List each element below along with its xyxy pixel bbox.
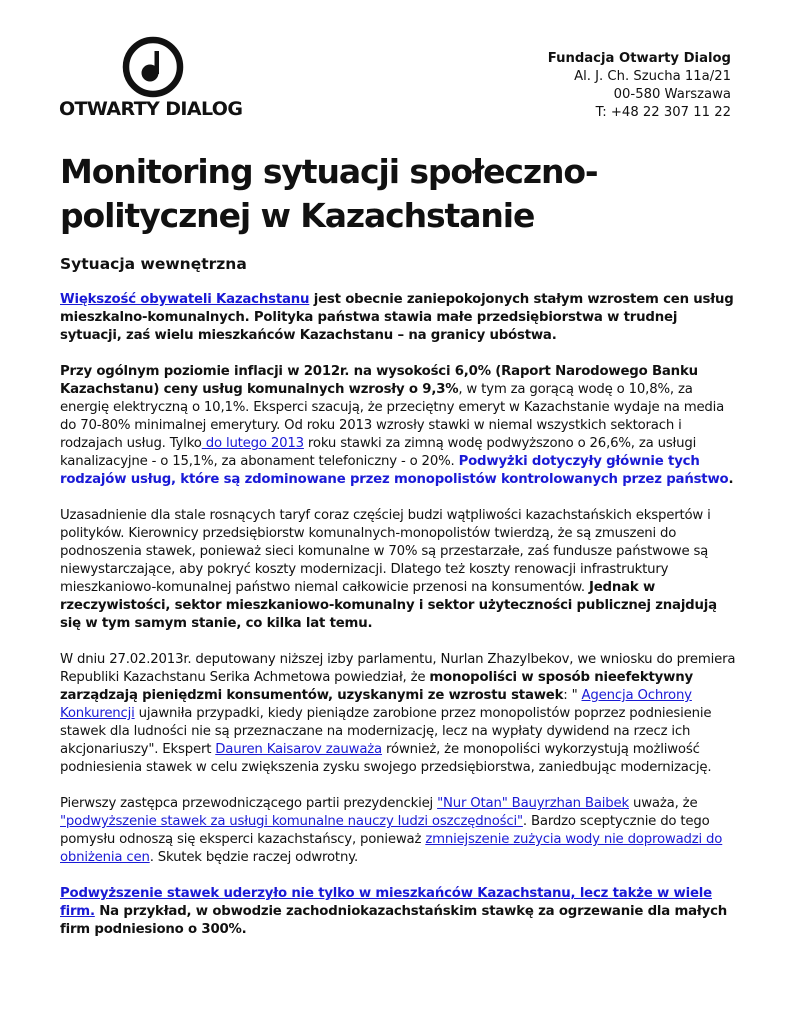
p1-bold-text: jest obecnie zaniepokojonych stałym wzrostem cen usług mieszkalno-komunalnych. Polityka państwa stawia małe przedsiębiorstwa w trudnej sytuacji, zaś wielu mieszkańców Kazachstanu – na granicy ubóstwa.	[60, 292, 734, 343]
paragraph-4	[60, 651, 738, 777]
p5-text-1: Pierwszy zastępca przewodniczącego partii prezydenckiej	[60, 796, 438, 811]
link-water-consumption[interactable]: zmniejszenie zużycia wody nie doprowadzi do obniżenia cen	[60, 832, 723, 865]
p5-text-3: . Bardzo sceptycznie do tego pomysłu odnoszą się eksperci kazachstańscy, ponieważ	[60, 814, 710, 847]
p4-text-2: : "	[563, 688, 582, 703]
link-dauren-kaisarov[interactable]: Dauren Kaisarov zauważa	[215, 742, 383, 757]
link-nur-otan-baibek[interactable]: "Nur Otan" Bauyrzhan Baibek	[437, 796, 629, 811]
link-rate-increase-savings[interactable]: "podwyższenie stawek za usługi komunalne nauczy ludzi oszczędności"	[60, 814, 523, 829]
p4-text-4: również, że monopoliści wykorzystują możliwość podniesienia stawek w celu zwiększenia zysku swojego przedsiębiorstwa, zaniedbując modernizację.	[60, 742, 712, 775]
logo-text: OTWARTY DIALOG	[59, 98, 243, 120]
link-majority-citizens[interactable]: Większość obywateli Kazachstanu	[60, 292, 310, 307]
p2-text-1: , w tym za gorącą wodę o 10,8%, za energię elektryczną o 10,1%. Eksperci szacują, że przeciętny emeryt w Kazachstanie wydaje na media do 70-80% minimalnej emerytury. Od roku 2013 wzrosły stawki w niemal wszystkich sektorach i rodzajach usług. Tylko	[60, 382, 725, 451]
logo	[59, 36, 249, 122]
document-title: Monitoring sytuacji społeczno-politycznej w Kazachstanie	[60, 152, 598, 235]
p4-bold-text: monopoliści w sposób nieefektywny zarządzają pieniędzmi konsumentów, uzyskanymi ze wzrostu stawek	[60, 670, 693, 703]
organization-name: Fundacja Otwarty Dialog	[547, 51, 731, 66]
logo-icon	[122, 36, 184, 98]
paragraph-6	[60, 885, 738, 939]
document-body	[60, 291, 738, 957]
paragraph-1	[60, 291, 738, 345]
phone-number: T: +48 22 307 11 22	[595, 105, 731, 120]
paragraph-3	[60, 507, 738, 633]
section-heading: Sytuacja wewnętrzna	[60, 255, 247, 273]
p3-text: Uzasadnienie dla stale rosnących taryf coraz częściej budzi wątpliwości kazachstańskich ekspertów i polityków. Kierownicy przedsiębiorstw komunalnych-monopolistów twierdzą, że są zmuszeni do podnoszenia stawek, ponieważ sieci komunalne w 70% są przestarzałe, zaś fundusze państwowe są niewystarczające, aby pokryć koszty modernizacji. Dlatego też koszty renowacji infrastruktury mieszkaniowo-komunalnej państwo niemal całkowicie przenosi na konsumentów.	[60, 508, 711, 595]
p4-text-1: W dniu 27.02.2013r. deputowany niższej izby parlamentu, Nurlan Zhazylbekov, we wniosku do premiera Republiki Kazachstanu Serika Achmetowa powiedział, że	[60, 652, 736, 685]
link-competition-protection-agency[interactable]: Agencja Ochrony Konkurencji	[60, 688, 692, 721]
p6-bold-text: Na przykład, w obwodzie zachodniokazachstańskim stawkę za ogrzewanie dla małych firm podniesiono o 300%.	[60, 904, 728, 937]
link-rate-increase-firms[interactable]: Podwyższenie stawek uderzyło nie tylko w mieszkańców Kazachstanu, lecz także w wiele firm.	[60, 886, 712, 919]
address-block	[548, 50, 731, 122]
link-until-february-2013[interactable]: do lutego 2013	[201, 436, 304, 451]
link-price-increases-monopolists[interactable]: Podwyżki dotyczyły głównie tych rodzajów usług, które są zdominowane przez monopolistów kontrolowanych przez państwo	[60, 454, 729, 487]
p5-text-4: . Skutek będzie raczej odwrotny.	[149, 850, 358, 865]
p2-bold-text: Przy ogólnym poziomie inflacji w 2012r. na wysokości 6,0% (Raport Narodowego Banku Kazachstanu) ceny usług komunalnych wzrosły o 9,3%	[60, 364, 698, 397]
p2-text-2: roku stawki za zimną wodę podwyższono o 26,6%, za usługi kanalizacyjne - o 15,1%, za abonament telefoniczny - o 20%.	[60, 436, 697, 469]
paragraph-2	[60, 363, 738, 489]
address-street: Al. J. Ch. Szucha 11a/21	[574, 69, 731, 84]
p5-text-2: uważa, że	[629, 796, 698, 811]
paragraph-5	[60, 795, 738, 867]
address-city: 00-580 Warszawa	[613, 87, 731, 102]
p4-text-3: ujawniła przypadki, kiedy pieniądze zarobione przez monopolistów poprzez podniesienie stawek dla ludności nie są przeznaczane na modernizację, lecz na wypłaty dywidend na rzecz ich akcjonariuszy". Ekspert	[60, 706, 712, 757]
p2-end: .	[728, 472, 734, 487]
p3-bold-text: Jednak w rzeczywistości, sektor mieszkaniowo-komunalny i sektor użyteczności publicznej znajdują się w tym samym stanie, co kilka lat temu.	[60, 580, 717, 631]
